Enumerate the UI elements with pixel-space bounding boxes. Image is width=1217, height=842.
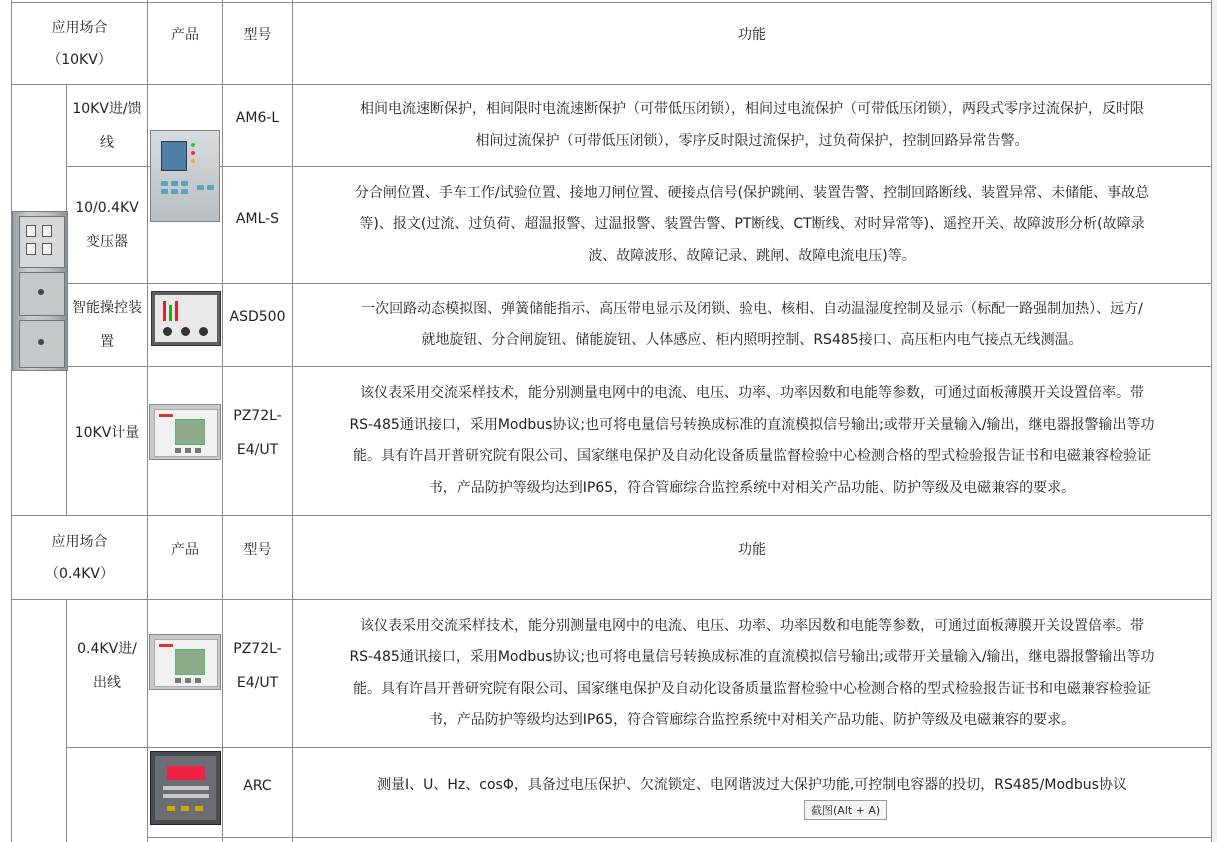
- header-function: 功能: [738, 27, 766, 43]
- function-line: RS-485通讯接口，采用Modbus协议;也可将电量信号转换成标准的直流模拟信号输出;或带开关量输入/输出，继电器报警输出等功: [349, 649, 1155, 665]
- header-voltage-label: （0.4KV）: [44, 565, 115, 582]
- header-product: 产品: [171, 541, 199, 558]
- screenshot-tooltip: 截图(Alt + A): [804, 800, 887, 820]
- function-line: 能。具有许昌开普研究院有限公司、国家继电保护及自动化设备质量监督检验中心检测合格的型式检验报告证书和电磁兼容检验证: [353, 448, 1151, 464]
- application-line: 线: [100, 134, 114, 151]
- application-line: 0.4KV进/: [77, 640, 137, 657]
- function-pz72l-10kv: [293, 367, 1211, 515]
- model-line: PZ72L-: [233, 407, 282, 424]
- header-application-label: 应用场合: [51, 19, 108, 36]
- asd500-device-image: [151, 291, 221, 346]
- function-line: 测量I、U、Hz、cosΦ，具备过电压保护、欠流锁定、电网谐波过大保护功能,可控制电容器的投切，RS485/Modbus协议: [377, 777, 1127, 794]
- function-line: 相间过流保护（可带低压闭锁），零序反时限过流保护，过负荷保护，控制回路异常告警。: [475, 132, 1029, 149]
- function-asd500: [293, 284, 1211, 366]
- function-line: 相间电流速断保护，相间限时电流速断保护（可带低压闭锁），相间过电流保护（可带低压闭锁），两段式零序过流保护，反时限: [360, 101, 1144, 117]
- application-10kv-feeder: [67, 85, 147, 166]
- application-line: 变压器: [86, 234, 128, 250]
- cabinet-lower-door: [19, 320, 65, 368]
- header-application-label: 应用场合: [51, 533, 108, 550]
- cabinet-middle-door: [19, 272, 65, 316]
- application-line: 10/0.4KV: [75, 200, 139, 216]
- application-line: 10KV进/馈: [72, 100, 142, 117]
- header-product: 产品: [171, 27, 199, 43]
- model-pz72l-04kv: [223, 600, 292, 731]
- switchgear-cabinet-image: [12, 211, 68, 371]
- header-application-10kv: [12, 3, 147, 84]
- model-arc: ARC: [243, 778, 272, 794]
- header-application-04kv: [12, 516, 147, 599]
- function-line: 波、故障波形、故障记录、跳闸、故障电流电压)等。: [588, 247, 916, 264]
- header-voltage-label: （10KV）: [47, 51, 112, 68]
- application-04kv-in-out: [67, 600, 147, 731]
- model-line: E4/UT: [236, 674, 279, 691]
- function-line: 就地旋钮、分合闸旋钮、储能旋钮、人体感应、柜内照明控制、RS485接口、高压柜内电气接点无线测温。: [421, 332, 1083, 348]
- application-10kv-metering: [67, 367, 147, 498]
- header-model: 型号: [243, 27, 272, 43]
- pz72l-meter-image: [149, 404, 221, 460]
- function-aml-s: [293, 167, 1211, 283]
- arc-controller-image: [150, 751, 221, 825]
- cabinet-instrument-panel: [19, 216, 65, 268]
- scrollbar-track[interactable]: [1212, 0, 1217, 842]
- function-line: 该仪表采用交流采样技术，能分别测量电网中的电流、电压、功率、功率因数和电能等参数，可通过面板薄膜开关设置倍率。带: [360, 617, 1144, 634]
- application-line: 置: [100, 334, 114, 350]
- function-pz72l-04kv: [293, 600, 1211, 747]
- function-line: 能。具有许昌开普研究院有限公司、国家继电保护及自动化设备质量监督检验中心检测合格的型式检验报告证书和电磁兼容检验证: [353, 680, 1151, 697]
- function-line: 一次回路动态模拟图、弹簧储能指示、高压带电显示及闭锁、验电、核相、自动温湿度控制及显示（标配一路强制加热）、远方/: [361, 300, 1143, 317]
- function-line: 该仪表采用交流采样技术，能分别测量电网中的电流、电压、功率、功率因数和电能等参数，可通过面板薄膜开关设置倍率。带: [360, 385, 1144, 401]
- function-am6-l: [293, 85, 1211, 166]
- header-model: 型号: [243, 541, 272, 558]
- function-arc: [293, 748, 1211, 824]
- function-line: RS-485通讯接口，采用Modbus协议;也可将电量信号转换成标准的直流模拟信号输出;或带开关量输入/输出，继电器报警输出等功: [349, 416, 1155, 433]
- model-aml-s: AML-S: [235, 211, 280, 227]
- function-line: 等)、报文(过流、过负荷、超温报警、过温报警、装置告警、PT断线、CT断线、对时异常等)、遥控开关、故障波形分析(故障录: [359, 216, 1145, 233]
- application-line: 智能操控装: [72, 300, 142, 316]
- header-function: 功能: [738, 541, 766, 558]
- function-line: 分合闸位置、手车工作/试验位置、接地刀闸位置、硬接点信号(保护跳闸、装置告警、控制回路断线、装置异常、未储能、事故总: [354, 184, 1150, 201]
- application-line: 出线: [93, 674, 121, 691]
- function-line: 书，产品防护等级均达到IP65，符合管廊综合监控系统中对相关产品功能、防护等级及电磁兼容的要求。: [428, 479, 1076, 496]
- am6-relay-image: [150, 130, 220, 222]
- model-pz72l-10kv: [223, 367, 292, 498]
- application-line: 10KV计量: [74, 424, 140, 441]
- pz72l-meter-image: [149, 634, 221, 690]
- model-asd500: ASD500: [229, 309, 286, 325]
- model-am6-l: AM6-L: [235, 110, 280, 126]
- model-line: E4/UT: [236, 441, 279, 458]
- model-line: PZ72L-: [233, 640, 282, 657]
- application-transformer: [67, 167, 147, 283]
- application-smart-control: [67, 284, 147, 366]
- function-line: 书，产品防护等级均达到IP65，符合管廊综合监控系统中对相关产品功能、防护等级及电磁兼容的要求。: [428, 712, 1076, 728]
